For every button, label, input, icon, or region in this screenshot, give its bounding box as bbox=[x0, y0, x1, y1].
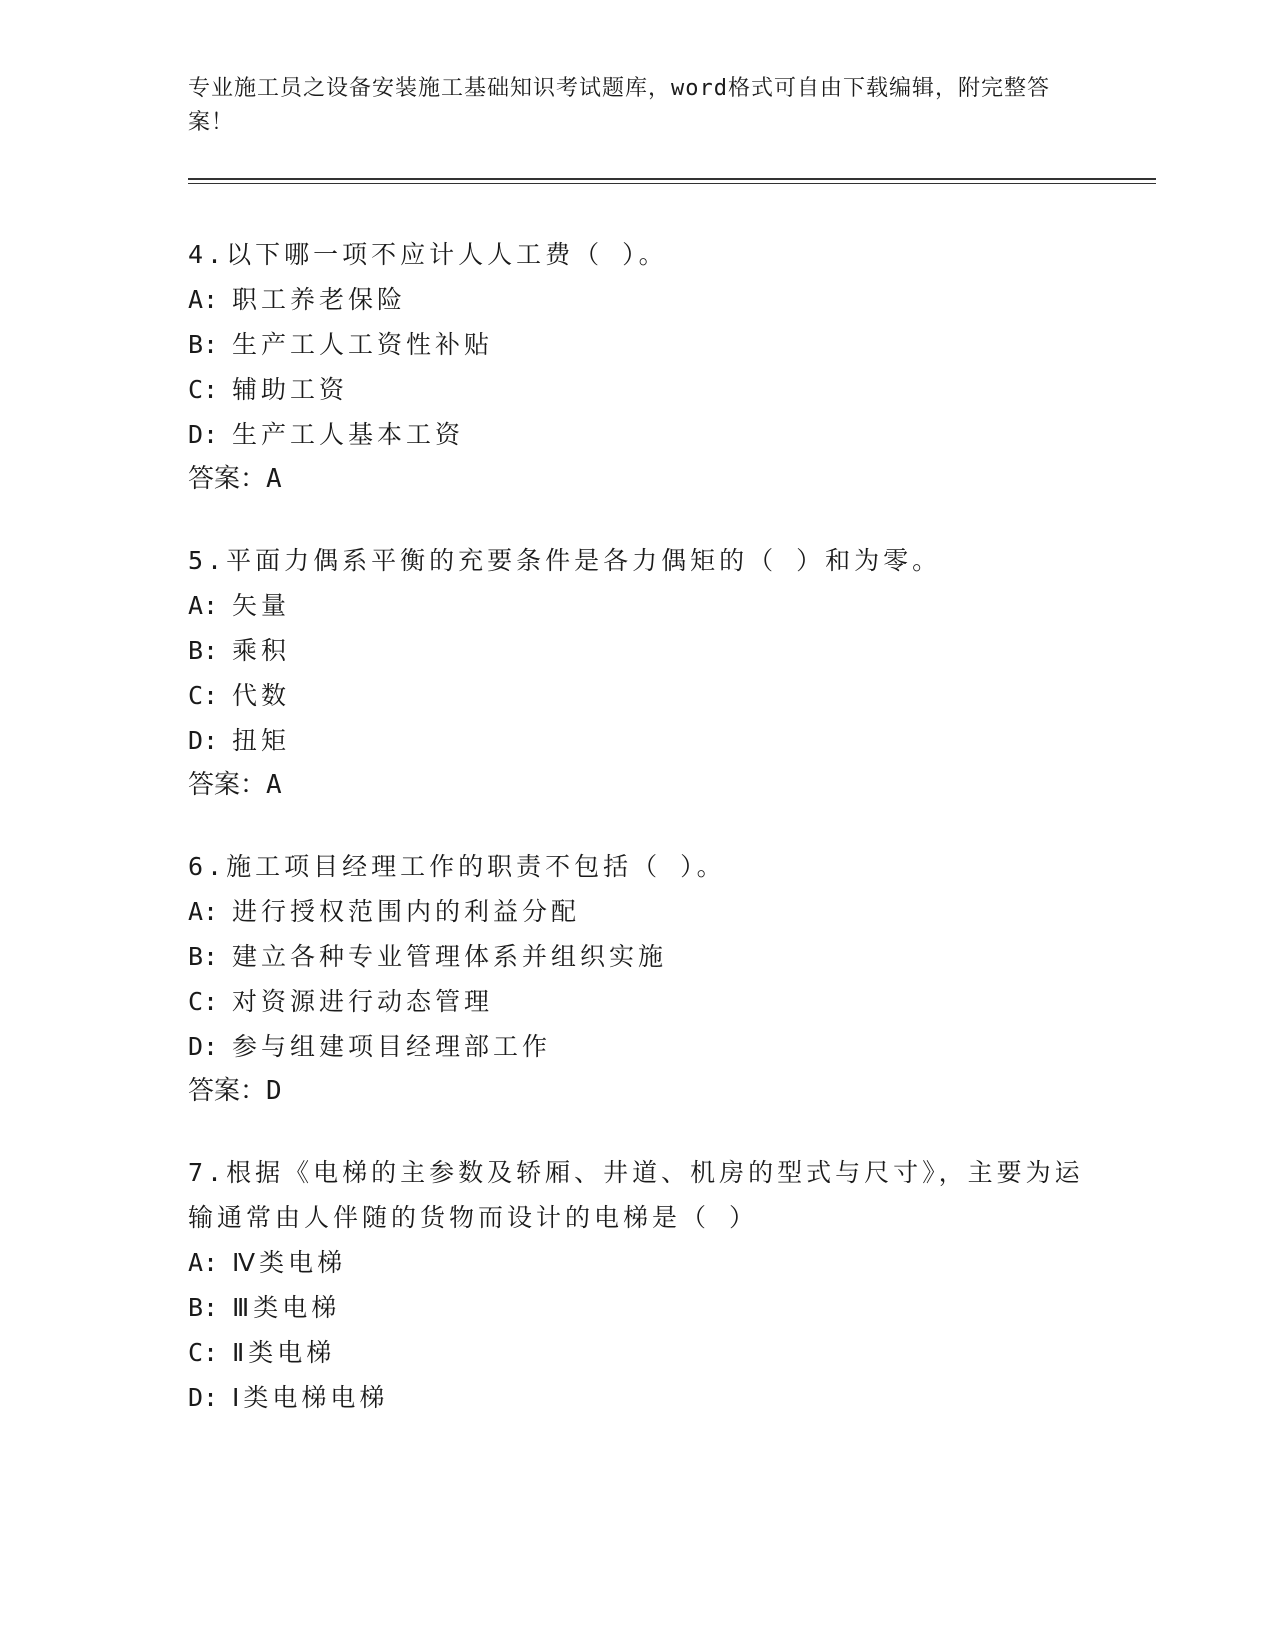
answer-line bbox=[188, 457, 1088, 502]
answer-label: 答案： bbox=[188, 770, 267, 800]
answer-value: A bbox=[266, 770, 282, 800]
question-item bbox=[188, 538, 1088, 808]
question-stem: 5.平面力偶系平衡的充要条件是各力偶矩的（ ）和为零。 bbox=[188, 546, 942, 575]
answer-label: 答案： bbox=[188, 464, 267, 494]
question-stem: 7.根据《电梯的主参数及轿厢、井道、机房的型式与尺寸》，主要为运输通常由人伴随的货物而设计的电梯是（ ） bbox=[188, 1158, 1084, 1232]
option-text: Ⅳ类电梯 bbox=[232, 1248, 347, 1277]
option-text: 代数 bbox=[232, 681, 291, 710]
option-key: D: bbox=[188, 1032, 219, 1061]
option-text: 生产工人基本工资 bbox=[232, 420, 465, 449]
question-list bbox=[188, 232, 1088, 1456]
option-key: D: bbox=[188, 726, 219, 755]
option-key: C: bbox=[188, 681, 219, 710]
question-option bbox=[188, 934, 1088, 979]
option-key: B: bbox=[188, 330, 219, 359]
question-option bbox=[188, 1024, 1088, 1069]
option-text: 进行授权范围内的利益分配 bbox=[232, 897, 581, 926]
option-text: 矢量 bbox=[232, 591, 291, 620]
option-text: 职工养老保险 bbox=[232, 285, 407, 314]
question-option bbox=[188, 628, 1088, 673]
question-option bbox=[188, 1330, 1088, 1375]
option-text: 建立各种专业管理体系并组织实施 bbox=[232, 942, 668, 971]
question-item bbox=[188, 1150, 1088, 1420]
answer-line bbox=[188, 763, 1088, 808]
answer-line bbox=[188, 1069, 1088, 1114]
option-key: A: bbox=[188, 897, 219, 926]
option-text: 乘积 bbox=[232, 636, 291, 665]
question-stem: 6.施工项目经理工作的职责不包括（ ）。 bbox=[188, 852, 726, 881]
question-option bbox=[188, 367, 1088, 412]
option-text: 扭矩 bbox=[232, 726, 291, 755]
option-key: D: bbox=[188, 1383, 219, 1412]
question-option bbox=[188, 583, 1088, 628]
option-key: C: bbox=[188, 987, 219, 1016]
question-option bbox=[188, 1285, 1088, 1330]
option-text: Ⅰ类电梯电梯 bbox=[232, 1383, 389, 1412]
question-item bbox=[188, 232, 1088, 502]
header-divider bbox=[188, 178, 1156, 184]
question-option bbox=[188, 1240, 1088, 1285]
option-text: 辅助工资 bbox=[232, 375, 349, 404]
option-key: B: bbox=[188, 942, 219, 971]
option-key: B: bbox=[188, 1293, 219, 1322]
option-key: C: bbox=[188, 1338, 219, 1367]
option-text: Ⅱ类电梯 bbox=[232, 1338, 336, 1367]
question-stem: 4.以下哪一项不应计人人工费（ ）。 bbox=[188, 240, 668, 269]
question-option bbox=[188, 322, 1088, 367]
answer-label: 答案： bbox=[188, 1076, 267, 1106]
question-option bbox=[188, 979, 1088, 1024]
option-key: A: bbox=[188, 591, 219, 620]
answer-value: D bbox=[266, 1076, 282, 1106]
option-key: B: bbox=[188, 636, 219, 665]
option-text: Ⅲ类电梯 bbox=[232, 1293, 341, 1322]
option-text: 对资源进行动态管理 bbox=[232, 987, 494, 1016]
question-option bbox=[188, 718, 1088, 763]
question-option bbox=[188, 412, 1088, 457]
question-option bbox=[188, 889, 1088, 934]
document-header: 专业施工员之设备安装施工基础知识考试题库，word格式可自由下载编辑，附完整答案！ bbox=[188, 76, 1050, 135]
question-option bbox=[188, 673, 1088, 718]
option-key: A: bbox=[188, 1248, 219, 1277]
question-item bbox=[188, 844, 1088, 1114]
option-key: D: bbox=[188, 420, 219, 449]
question-option bbox=[188, 277, 1088, 322]
option-key: C: bbox=[188, 375, 219, 404]
option-text: 生产工人工资性补贴 bbox=[232, 330, 494, 359]
option-text: 参与组建项目经理部工作 bbox=[232, 1032, 552, 1061]
answer-value: A bbox=[266, 464, 282, 494]
question-option bbox=[188, 1375, 1088, 1420]
option-key: A: bbox=[188, 285, 219, 314]
